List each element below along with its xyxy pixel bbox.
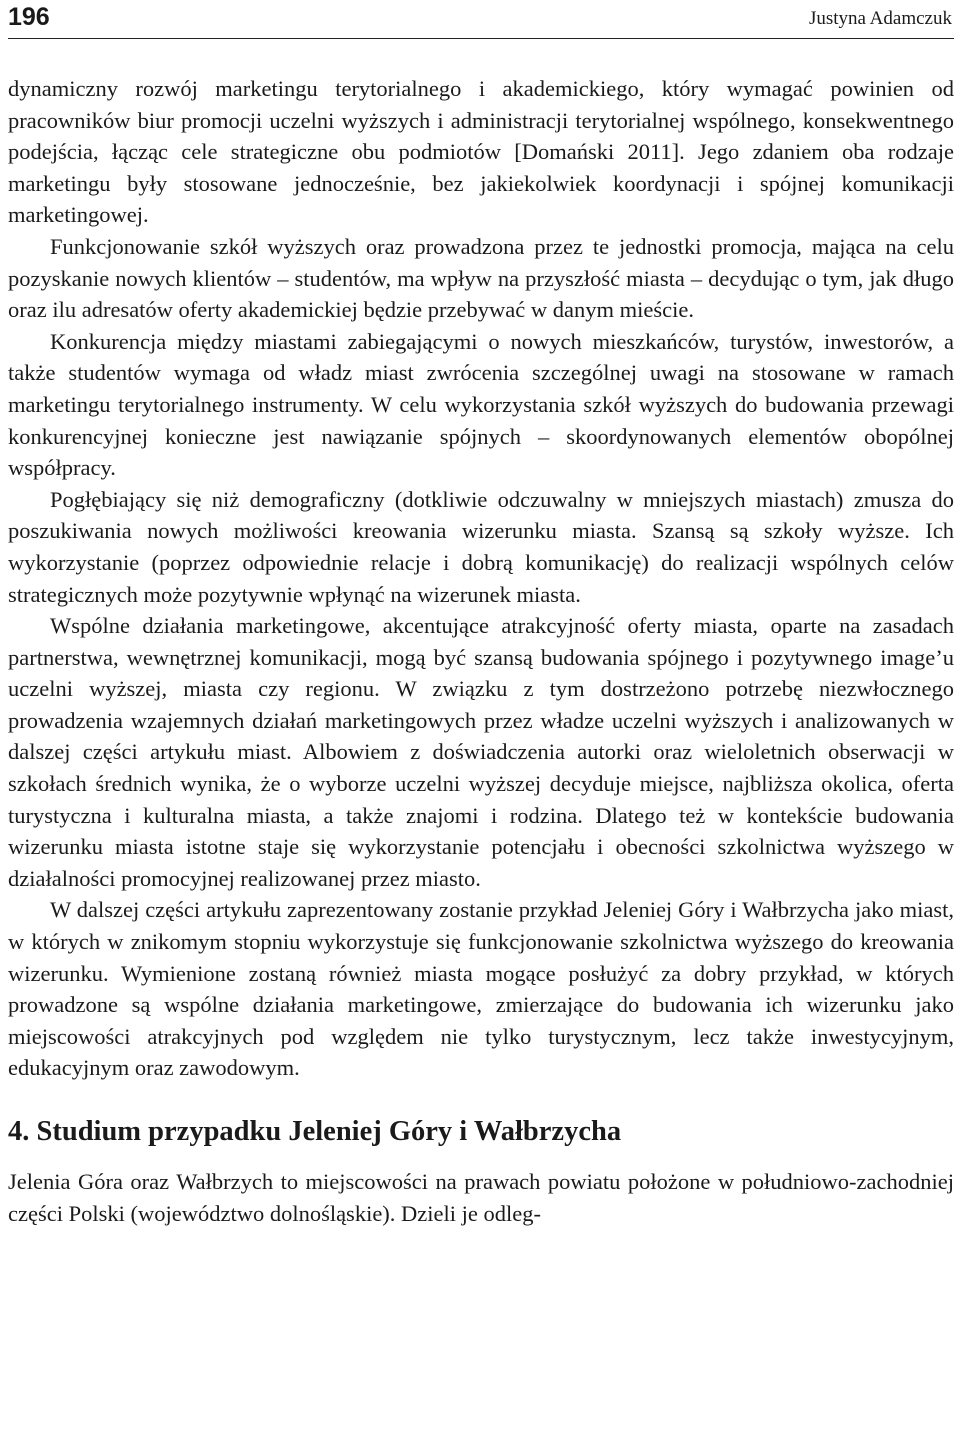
section-paragraph: Jelenia Góra oraz Wałbrzych to miejscowości na prawach powiatu położone w południowo-zachodniej części Polski (województwo dolnośląskie). Dzieli je odleg- bbox=[8, 1169, 954, 1226]
paragraph: Konkurencja między miastami zabiegającymi o nowych mieszkańców, turystów, inwestorów, a także studentów wymaga od władz miast zwrócenia szczególnej uwagi na stosowane w ramach marketingu terytorialnego instrumenty. W celu wykorzystania szkół wyższych do budowania przewagi konkurencyjnej konieczne jest nawiązanie spójnych – skoordynowanych elementów obopólnej współpracy. bbox=[8, 328, 954, 481]
paragraph-continued: dynamiczny rozwój marketingu terytorialnego i akademickiego, który wymagać powinien od pracowników biur promocji uczelni wyższych i administracji terytorialnej wspólnego, konsekwentnego podejścia, łącząc cele strategiczne obu podmiotów [Domański 2011]. Jego zdaniem oba rodzaje marketingu były stosowane jednocześnie, bez jakiekolwiek koordynacji i spójnej komunikacji marketingowej. bbox=[8, 76, 954, 228]
paragraph: Wspólne działania marketingowe, akcentujące atrakcyjność oferty miasta, oparte na zasadach partnerstwa, wewnętrznej komunikacji, mogą być szansą budowania spójnego i pozytywnego image’u uczelni wyższej, miasta czy regionu. W związku z tym dostrzeżono potrzebę niezwłocznego prowadzenia wzajemnych działań marketingowych przez władze uczelni wyższych i analizowanych w dalszej części artykułu miast. Albowiem z doświadczenia autorki oraz wieloletnich obserwacji w szkołach średnich wynika, że o wyborze uczelni wyższej decyduje miejsce, najbliższa okolica, oferta turystyczna i kulturalna miasta, a także znajomi i rodzina. Dlatego też w kontekście budowania wizerunku miasta istotne staje się wykorzystanie potencjału i obecności szkolnictwa wyższego w działalności promocyjnej realizowanej przez miasto. bbox=[8, 613, 954, 891]
document-page bbox=[8, 0, 954, 1229]
author-name: Justyna Adamczuk bbox=[808, 8, 952, 29]
paragraph: W dalszej części artykułu zaprezentowany zostanie przykład Jeleniej Góry i Wałbrzycha jako miast, w których w znikomym stopniu wykorzystuje się funkcjonowanie szkolnictwa wyższego do kreowania wizerunku. Wymienione zostaną również miasta mogące posłużyć za dobry przykład, w których prowadzone są wspólne działania marketingowe, zmierzające do budowania ich wizerunku jako miejscowości atrakcyjnych pod względem nie tylko turystycznym, lecz także inwestycyjnym, edukacyjnym oraz zawodowym. bbox=[8, 897, 954, 1081]
section-heading: 4. Studium przypadku Jeleniej Góry i Wałbrzycha bbox=[8, 1116, 622, 1147]
body-text bbox=[8, 73, 954, 1084]
paragraph: Pogłębiający się niż demograficzny (dotkliwie odczuwalny w mniejszych miastach) zmusza do poszukiwania nowych możliwości kreowania wizerunku miasta. Szansą są szkoły wyższe. Ich wykorzystanie (poprzez odpowiednie relacje i dobrą komunikację) do realizacji wspólnych celów strategicznych może pozytywnie wpłynąć na wizerunek miasta. bbox=[8, 486, 954, 607]
paragraph: Funkcjonowanie szkół wyższych oraz prowadzona przez te jednostki promocja, mająca na celu pozyskanie nowych klientów – studentów, ma wpływ na przyszłość miasta – decydując o tym, jak długo oraz ilu adresatów oferty akademickiej będzie przebywać w danym mieście. bbox=[8, 233, 954, 323]
running-header bbox=[8, 0, 954, 39]
page-number: 196 bbox=[8, 3, 50, 31]
